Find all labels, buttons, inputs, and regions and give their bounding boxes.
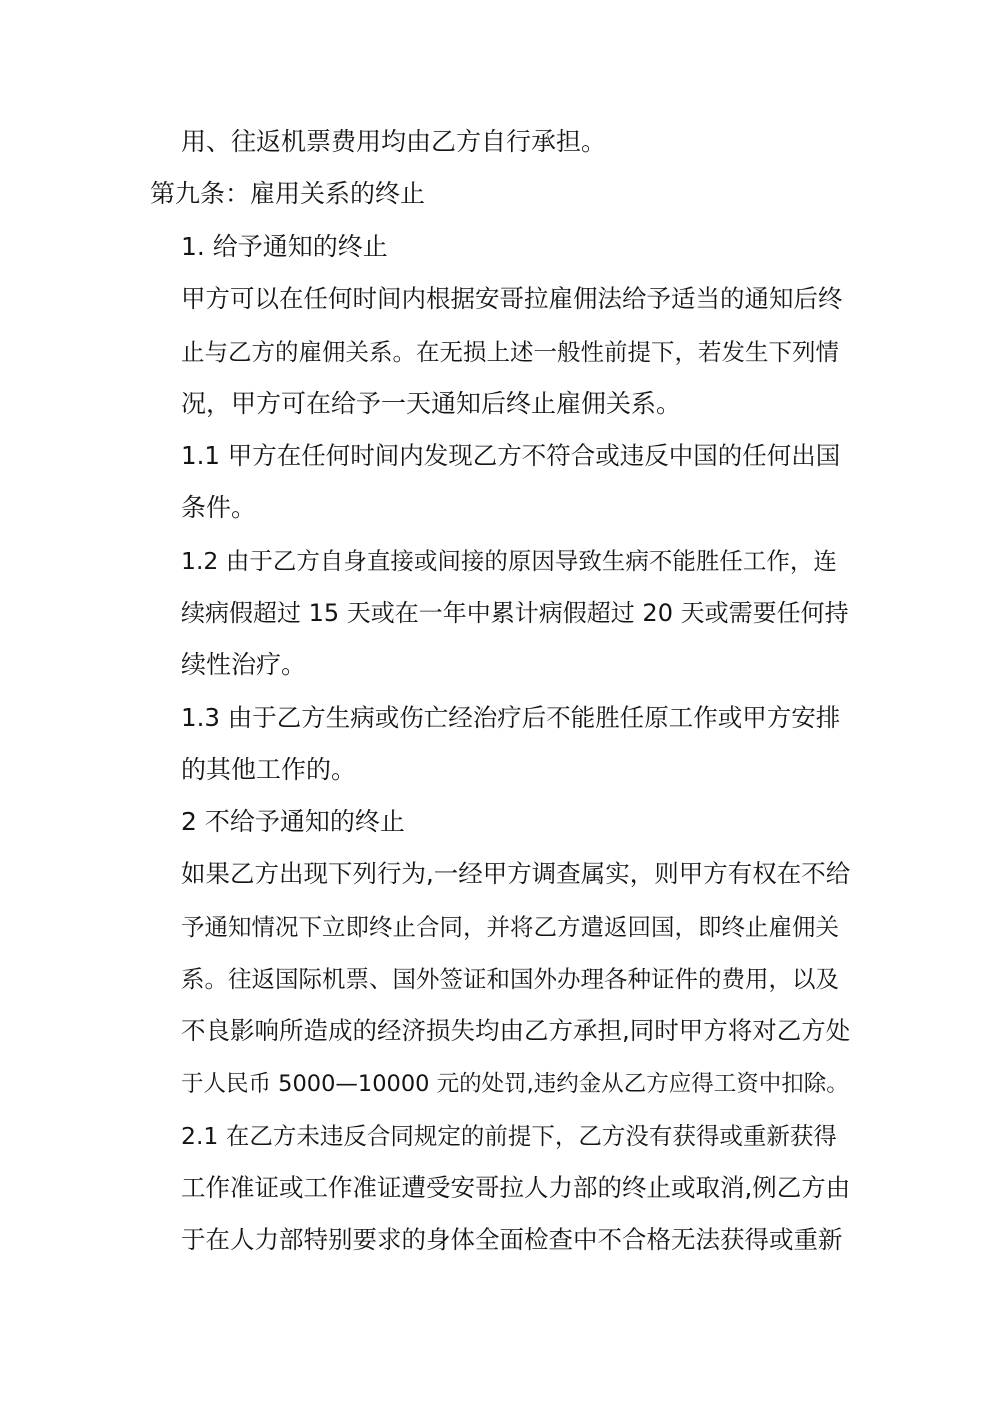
- body-line-18: 不良影响所造成的经济损失均由乙方承担,同时甲方将对乙方处: [181, 1016, 851, 1045]
- clause-1-3: 1.3 由于乙方生病或伤亡经治疗后不能胜任原工作或甲方安排: [181, 703, 841, 732]
- clause-1-1: 1.1 甲方在任何时间内发现乙方不符合或违反中国的任何出国: [181, 441, 841, 470]
- body-line-15: 如果乙方出现下列行为,一经甲方调查属实，则甲方有权在不给: [181, 859, 851, 888]
- body-line-5: 止与乙方的雇佣关系。在无损上述一般性前提下，若发生下列情: [181, 338, 839, 366]
- body-line-17: 系。往返国际机票、国外签证和国外办理各种证件的费用，以及: [181, 965, 839, 993]
- body-line-1: 用、往返机票费用均由乙方自行承担。: [181, 127, 607, 156]
- body-line-6: 况，甲方可在给予一天通知后终止雇佣关系。: [181, 389, 682, 418]
- clause-1-3-cont: 的其他工作的。: [181, 755, 357, 784]
- clause-1-2-cont2: 续性治疗。: [181, 650, 307, 679]
- body-line-4: 甲方可以在任何时间内根据安哥拉雇佣法给予适当的通知后终: [181, 284, 843, 313]
- clause-1-1-cont: 条件。: [181, 493, 257, 522]
- subsection-heading-2: 2 不给予通知的终止: [181, 807, 405, 836]
- clause-2-1-cont: 工作准证或工作准证遭受安哥拉人力部的终止或取消,例乙方由: [181, 1173, 851, 1202]
- clause-2-1-cont2: 于在人力部特别要求的身体全面检查中不合格无法获得或重新: [181, 1225, 843, 1254]
- body-line-19: 于人民币 5000—10000 元的处罚,违约金从乙方应得工资中扣除。: [181, 1071, 849, 1097]
- clause-2-1: 2.1 在乙方未违反合同规定的前提下，乙方没有获得或重新获得: [181, 1122, 837, 1150]
- body-line-16: 予通知情况下立即终止合同，并将乙方遣返回国，即终止雇佣关: [181, 913, 839, 941]
- section-heading: 第九条：雇用关系的终止: [150, 179, 426, 208]
- clause-1-2-cont: 续病假超过 15 天或在一年中累计病假超过 20 天或需要任何持: [181, 599, 849, 627]
- clause-1-2: 1.2 由于乙方自身直接或间接的原因导致生病不能胜任工作，连: [181, 547, 837, 575]
- subsection-heading-1: 1. 给予通知的终止: [181, 232, 388, 261]
